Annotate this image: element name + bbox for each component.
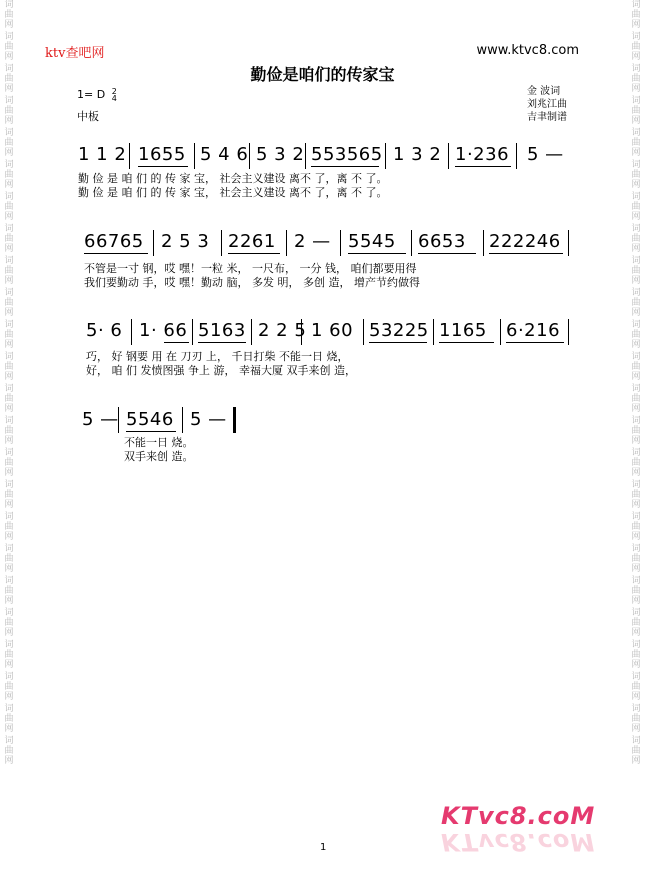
underline-beam <box>489 253 563 254</box>
underline-beam <box>506 342 564 343</box>
side-watermark-text: 词 曲 网 <box>4 128 14 158</box>
time-denominator: 4 <box>111 94 117 103</box>
brand-left: ktv查吧网 <box>45 46 105 61</box>
barline <box>221 230 222 256</box>
ktvc8-logo-reflection: KTvc8.coM <box>441 828 596 856</box>
measure: 6·216 <box>506 320 561 341</box>
underline-beam <box>198 342 246 343</box>
barline <box>129 143 130 169</box>
barline <box>385 143 386 169</box>
side-watermark-text: 词 曲 网 <box>631 384 641 414</box>
side-watermark-text: 词 曲 网 <box>631 416 641 446</box>
measure: 1655 <box>138 144 186 165</box>
barline <box>194 143 195 169</box>
side-watermark-text: 词 曲 网 <box>4 32 14 62</box>
measure: 53225 <box>369 320 429 341</box>
side-watermark-text: 词 曲 网 <box>4 288 14 318</box>
underline-beam <box>138 166 188 167</box>
side-watermark-text: 词 曲 网 <box>4 320 14 350</box>
barline <box>251 319 252 345</box>
barline <box>568 319 569 345</box>
measure: 6653 <box>418 231 466 252</box>
barline <box>182 407 183 433</box>
measure: 5 — <box>82 409 119 430</box>
underline-beam <box>455 166 511 167</box>
side-watermark-text: 词 曲 网 <box>631 512 641 542</box>
side-watermark-text: 词 曲 网 <box>4 448 14 478</box>
barline <box>483 230 484 256</box>
arranger-credit: 吉聿制谱 <box>527 112 567 123</box>
side-watermark-text: 词 曲 网 <box>631 672 641 702</box>
measure: 66765 <box>84 231 144 252</box>
side-watermark-text: 词 曲 网 <box>4 352 14 382</box>
side-watermark-text: 词 曲 网 <box>631 640 641 670</box>
side-watermark-text: 词 曲 网 <box>4 160 14 190</box>
side-watermark-text: 词 曲 网 <box>631 32 641 62</box>
measure: 5 3 2 <box>256 144 305 165</box>
measure: 553565 <box>311 144 383 165</box>
barline <box>340 230 341 256</box>
underline-beam <box>369 342 427 343</box>
side-watermark-text: 词 曲 网 <box>4 64 14 94</box>
measure: 2261 <box>228 231 276 252</box>
side-watermark-text: 词 曲 网 <box>631 576 641 606</box>
side-watermark-text: 词 曲 网 <box>4 672 14 702</box>
side-watermark-text: 词 曲 网 <box>4 512 14 542</box>
side-watermark-text: 词 曲 网 <box>4 384 14 414</box>
underline-beam <box>348 253 406 254</box>
measure: 5 — <box>527 144 564 165</box>
barline <box>192 319 193 345</box>
measure: 5546 <box>126 409 174 430</box>
underline-beam <box>126 431 176 432</box>
measure: 5· 6 <box>86 320 123 341</box>
side-watermark-text: 词 曲 网 <box>4 224 14 254</box>
side-watermark-text: 词 曲 网 <box>631 160 641 190</box>
side-watermark-text: 词 曲 网 <box>4 0 14 30</box>
lyric-line-2: 我们要勤动 手，哎 嘿！勤动 脑， 多发 明， 多创 造， 增产节约做得 <box>84 276 420 289</box>
measure: 1 1 2 <box>78 144 127 165</box>
barline <box>249 143 250 169</box>
barline <box>305 143 306 169</box>
lyric-line-2: 好， 咱 们 发愤图强 争上 游， 幸福大厦 双手来创 造， <box>86 364 356 377</box>
barline <box>131 319 132 345</box>
side-watermark-text: 词 曲 网 <box>631 192 641 222</box>
time-numerator: 2 <box>111 87 117 96</box>
side-watermark-text: 词 曲 网 <box>631 736 641 766</box>
lyric-line-2: 双手来创 造。 <box>124 450 194 463</box>
tempo-marking: 中板 <box>77 110 99 123</box>
page-title: 勤俭是咱们的传家宝 <box>250 65 395 84</box>
barline <box>153 230 154 256</box>
barline <box>433 319 434 345</box>
side-watermark-text: 词 曲 网 <box>4 640 14 670</box>
lyric-line-1: 勤 俭 是 咱 们 的 传 家 宝， 社会主义建设 离不 了，离 不 了。 <box>78 172 388 185</box>
side-watermark-right <box>629 0 643 891</box>
side-watermark-text: 词 曲 网 <box>631 608 641 638</box>
side-watermark-text: 词 曲 网 <box>631 320 641 350</box>
underline-beam <box>228 253 280 254</box>
side-watermark-text: 词 曲 网 <box>4 544 14 574</box>
side-watermark-text: 词 曲 网 <box>631 544 641 574</box>
lyric-line-1: 巧， 好 钢要 用 在 刀刃 上， 千日打柴 不能一日 烧， <box>86 350 349 363</box>
measure: 5 4 6 <box>200 144 249 165</box>
lyric-line-1: 不能一日 烧。 <box>124 436 194 449</box>
measure: 1·236 <box>455 144 510 165</box>
key-signature <box>77 88 117 102</box>
time-signature <box>112 88 117 102</box>
side-watermark-text: 词 曲 网 <box>631 352 641 382</box>
measure: 5 — <box>190 409 227 430</box>
measure: 1165 <box>439 320 487 341</box>
measure: 5163 <box>198 320 246 341</box>
side-watermark-text: 词 曲 网 <box>631 448 641 478</box>
barline <box>448 143 449 169</box>
composer-credit: 刘兆江曲 <box>527 99 567 110</box>
side-watermark-text: 词 曲 网 <box>631 704 641 734</box>
underline-beam <box>439 342 494 343</box>
side-watermark-text: 词 曲 网 <box>4 576 14 606</box>
measure: 2 — <box>294 231 331 252</box>
side-watermark-left <box>2 0 16 891</box>
side-watermark-text: 词 曲 网 <box>631 0 641 30</box>
underline-beam <box>311 166 379 167</box>
final-barline <box>233 407 236 433</box>
side-watermark-text: 词 曲 网 <box>631 64 641 94</box>
measure: 222246 <box>489 231 561 252</box>
brand-url: www.ktvc8.com <box>476 43 579 58</box>
measure: 5545 <box>348 231 396 252</box>
barline <box>363 319 364 345</box>
credits <box>527 85 567 124</box>
underline-beam <box>84 253 148 254</box>
underline-beam <box>164 342 189 343</box>
measure: 1 60 <box>311 320 354 341</box>
side-watermark-text: 词 曲 网 <box>631 128 641 158</box>
barline <box>286 230 287 256</box>
side-watermark-text: 词 曲 网 <box>4 256 14 286</box>
barline <box>411 230 412 256</box>
ktvc8-logo: KTvc8.coM <box>441 802 596 830</box>
side-watermark-text: 词 曲 网 <box>631 288 641 318</box>
measure: 2 2 5 <box>258 320 307 341</box>
barline <box>568 230 569 256</box>
key-label: 1= D <box>77 88 106 101</box>
barline <box>516 143 517 169</box>
side-watermark-text: 词 曲 网 <box>4 736 14 766</box>
side-watermark-text: 词 曲 网 <box>631 224 641 254</box>
lyric-line-1: 不管是一寸 钢，哎 嘿！一粒 米， 一尺布， 一分 钱， 咱们都要用得 <box>84 262 417 275</box>
lyricist-credit: 金 波词 <box>527 86 561 97</box>
side-watermark-text: 词 曲 网 <box>4 96 14 126</box>
side-watermark-text: 词 曲 网 <box>631 96 641 126</box>
underline-beam <box>418 253 476 254</box>
side-watermark-text: 词 曲 网 <box>4 480 14 510</box>
side-watermark-text: 词 曲 网 <box>631 480 641 510</box>
side-watermark-text: 词 曲 网 <box>4 416 14 446</box>
side-watermark-text: 词 曲 网 <box>4 704 14 734</box>
side-watermark-text: 词 曲 网 <box>4 192 14 222</box>
side-watermark-text: 词 曲 网 <box>4 608 14 638</box>
side-watermark-text: 词 曲 网 <box>631 256 641 286</box>
measure: 1· 66 <box>139 320 188 341</box>
measure: 2 5 3 <box>161 231 210 252</box>
measure: 1 3 2 <box>393 144 442 165</box>
barline <box>500 319 501 345</box>
lyric-line-2: 勤 俭 是 咱 们 的 传 家 宝， 社会主义建设 离不 了，离 不 了。 <box>78 186 388 199</box>
page-number: 1 <box>320 842 327 853</box>
